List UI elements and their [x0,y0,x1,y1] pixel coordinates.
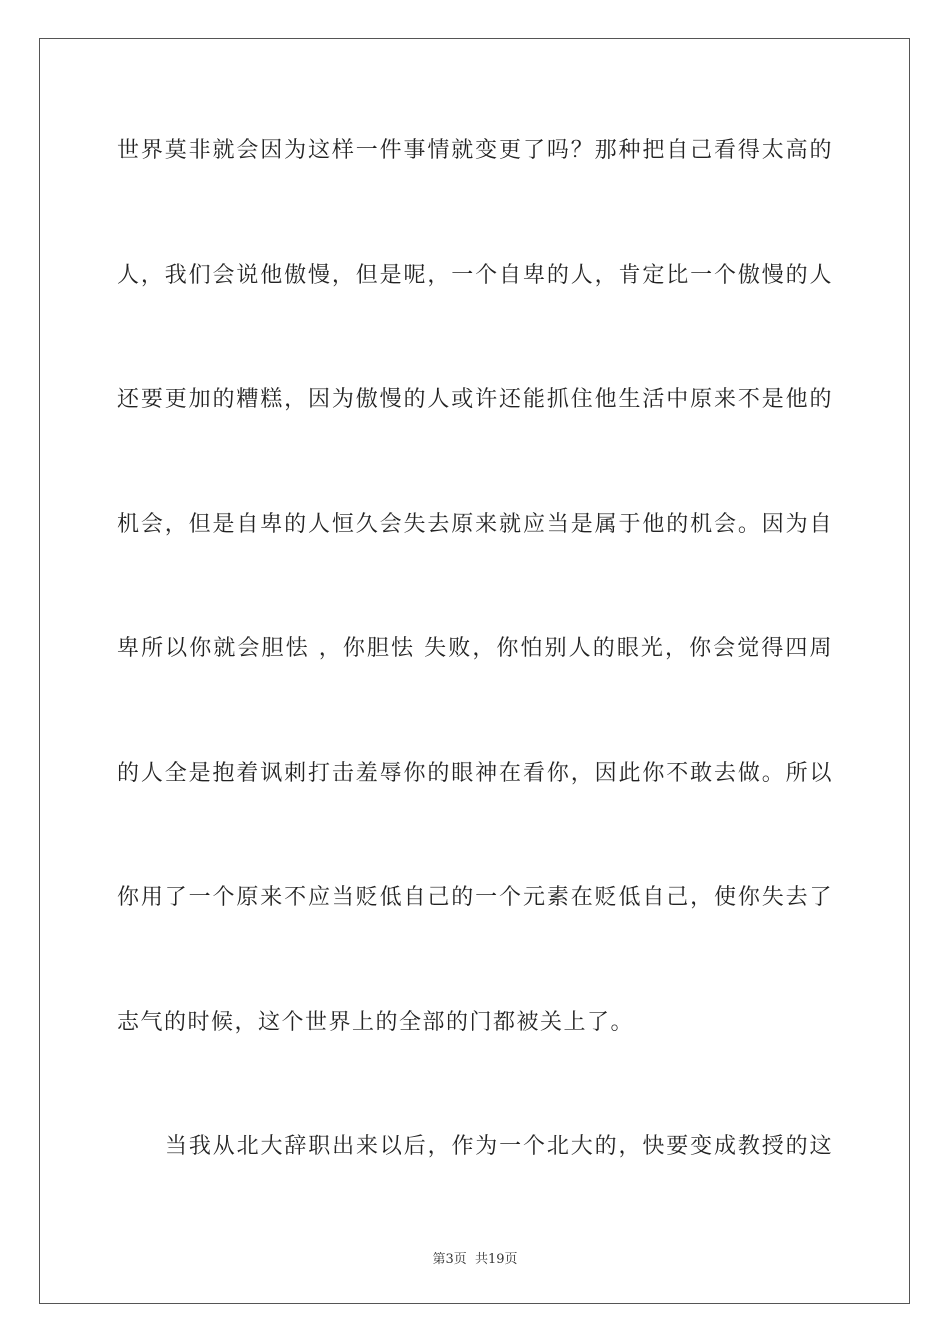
text-line: 还要更加的糟糕，因为傲慢的人或许还能抓住他生活中原来不是他的 [117,387,833,412]
page-frame [39,38,910,1304]
text-line: 人，我们会说他傲慢，但是呢，一个自卑的人，肯定比一个傲慢的人 [117,263,833,288]
text-line: 你用了一个原来不应当贬低自己的一个元素在贬低自己，使你失去了 [117,885,833,910]
current-page-label: 第3页 [432,1252,467,1267]
total-pages-label: 共19页 [474,1252,518,1267]
text-line: 卑所以你就会胆怯 ，你胆怯 失败，你怕别人的眼光，你会觉得四周 [117,636,833,661]
page-footer [0,1248,950,1267]
text-line: 机会，但是自卑的人恒久会失去原来就应当是属于他的机会。因为自 [117,512,833,537]
text-line: 志气的时候，这个世界上的全部的门都被关上了。 [117,1010,635,1035]
text-line: 当我从北大辞职出来以后，作为一个北大的，快要变成教授的这 [165,1134,833,1159]
text-line: 世界莫非就会因为这样一件事情就变更了吗？那种把自己看得太高的 [117,138,833,163]
text-line: 的人全是抱着讽刺打击羞辱你的眼神在看你，因此你不敢去做。所以 [117,761,833,786]
